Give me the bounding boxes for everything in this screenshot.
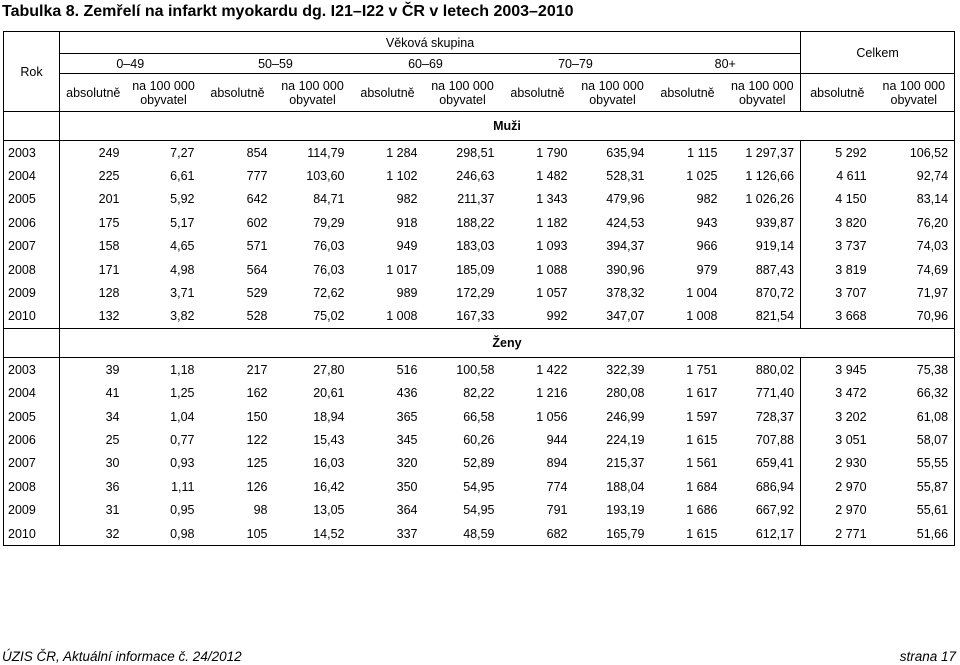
table-cell: 337	[396, 526, 418, 541]
table-cell: 989	[396, 286, 418, 301]
table-cell: 105	[246, 526, 268, 541]
table-cell: 100,58	[425, 358, 501, 382]
table-cell: 364	[396, 503, 418, 518]
table-cell: 6,61	[170, 169, 195, 184]
header-rate-line2: obyvatel	[738, 92, 786, 107]
table-cell: 71,97	[916, 286, 949, 301]
table-cell: 246,99	[606, 409, 645, 424]
table-cell: 217	[201, 358, 275, 382]
table-cell: 3 737	[801, 235, 874, 258]
table-cell: 7,27	[127, 141, 201, 165]
table-row	[4, 211, 955, 234]
table-row	[4, 141, 955, 165]
table-cell: 36	[60, 475, 127, 498]
table-cell: 185,09	[456, 262, 495, 277]
table-cell: 4 611	[801, 164, 874, 187]
table-cell: 1 025	[686, 169, 718, 184]
table-row	[4, 281, 955, 304]
table-cell: 949	[396, 239, 418, 254]
table-cell: 1 751	[651, 358, 725, 382]
table-cell: 854	[201, 141, 275, 165]
table-cell: 3,71	[170, 286, 195, 301]
table-cell: 70,96	[916, 309, 949, 324]
table-cell: 982	[696, 192, 718, 207]
table-cell: 55,61	[916, 503, 949, 518]
table-cell: 0,77	[170, 432, 195, 447]
table-cell: 54,95	[463, 503, 495, 518]
table-cell: 1 422	[501, 358, 575, 382]
table-cell: 158	[60, 235, 127, 258]
table-cell: 3 472	[801, 382, 874, 405]
table-cell: 390,96	[606, 262, 645, 277]
footer-page: strana 17	[899, 649, 956, 664]
table-row	[4, 475, 955, 498]
header-group-4: 80+	[651, 54, 801, 74]
header-absolute: absolutně	[801, 74, 874, 112]
table-cell: 707,88	[755, 432, 795, 447]
table-cell: 791	[546, 503, 568, 518]
table-cell: 249	[60, 141, 127, 165]
table-cell: 774	[546, 479, 568, 494]
row-year: 2003	[4, 358, 60, 382]
table-cell: 72,62	[313, 286, 345, 301]
table-cell: 345	[396, 432, 418, 447]
row-year: 2008	[8, 479, 36, 494]
table-cell: 394,37	[606, 239, 645, 254]
table-cell: 2 771	[801, 522, 874, 546]
table-cell: 1 026,26	[745, 192, 795, 207]
table-cell: 75,38	[874, 358, 955, 382]
footer-source: ÚZIS ČR, Aktuální informace č. 24/2012	[2, 649, 242, 664]
table-cell: 215,37	[606, 456, 645, 471]
table-cell: 3 820	[801, 211, 874, 234]
table-cell: 728,37	[755, 409, 795, 424]
row-year: 2003	[4, 141, 60, 165]
table-title: Tabulka 8. Zemřelí na infarkt myokardu dg. I21–I22 v ČR v letech 2003–2010	[2, 3, 574, 20]
header-rate-line2: obyvatel	[140, 92, 187, 107]
table-cell: 132	[60, 305, 127, 329]
row-year: 2006	[8, 215, 36, 230]
table-cell: 1 057	[536, 286, 568, 301]
table-cell: 528,31	[606, 169, 645, 184]
table-cell: 66,58	[463, 409, 495, 424]
table-row	[4, 498, 955, 521]
table-cell: 918	[396, 215, 418, 230]
table-cell: 211,37	[457, 192, 495, 207]
table-cell: 944	[546, 432, 568, 447]
table-cell: 1 284	[351, 141, 425, 165]
table-cell: 894	[546, 456, 568, 471]
table-cell: 162	[246, 386, 268, 401]
header-rate-line1: na 100 000	[281, 78, 344, 93]
table-cell: 2 930	[801, 452, 874, 475]
table-row	[4, 305, 955, 329]
table-cell: 1 686	[686, 503, 718, 518]
table-cell: 528	[246, 309, 268, 324]
table-row	[4, 405, 955, 428]
table-cell: 84,71	[313, 192, 345, 207]
row-year: 2007	[8, 239, 36, 254]
section-year-blank	[4, 112, 60, 141]
table-cell: 939,87	[755, 215, 795, 230]
table-cell: 32	[60, 522, 127, 546]
table-cell: 15,43	[313, 432, 345, 447]
table-cell: 5 292	[801, 141, 874, 165]
header-group-1: 50–59	[201, 54, 351, 74]
table-cell: 887,43	[755, 262, 795, 277]
table-cell: 280,08	[606, 386, 645, 401]
table-cell: 106,52	[874, 141, 955, 165]
row-year: 2007	[8, 456, 36, 471]
table-cell: 1 088	[536, 262, 568, 277]
table-cell: 4,98	[170, 262, 195, 277]
header-rate-line1: na 100 000	[581, 78, 644, 93]
table-cell: 667,92	[755, 503, 795, 518]
table-cell: 1,11	[171, 479, 195, 494]
table-cell: 1 008	[686, 309, 718, 324]
table-cell: 564	[246, 262, 268, 277]
section-label: Ženy	[60, 329, 955, 358]
table-cell: 165,79	[606, 526, 645, 541]
table-cell: 1 008	[386, 309, 418, 324]
header-age-group: Věková skupina	[60, 32, 801, 54]
table-cell: 55,55	[916, 456, 949, 471]
table-cell: 424,53	[606, 215, 645, 230]
table-cell: 1 597	[686, 409, 718, 424]
table-cell: 4 150	[801, 188, 874, 211]
table-cell: 1 017	[386, 262, 418, 277]
table-cell: 79,29	[313, 215, 345, 230]
header-rate-line2: obyvatel	[439, 92, 486, 107]
section-year-blank	[4, 329, 60, 358]
table-cell: 1 004	[686, 286, 718, 301]
table-cell: 2 970	[801, 475, 874, 498]
table-cell: 225	[60, 164, 127, 187]
table-cell: 92,74	[916, 169, 949, 184]
header-rate	[127, 74, 201, 112]
table-cell: 1 126,66	[745, 169, 795, 184]
table-cell: 34	[60, 405, 127, 428]
table-cell: 516	[351, 358, 425, 382]
table-cell: 635,94	[575, 141, 651, 165]
table-cell: 16,03	[313, 456, 345, 471]
table-cell: 76,03	[313, 239, 345, 254]
table-cell: 436	[396, 386, 418, 401]
table-cell: 126	[246, 479, 268, 494]
header-rate	[425, 74, 501, 112]
table-cell: 18,94	[313, 409, 345, 424]
table-cell: 224,19	[606, 432, 645, 447]
table-cell: 3 668	[801, 305, 874, 329]
header-rate-line1: na 100 000	[882, 78, 946, 93]
table-row	[4, 188, 955, 211]
table-cell: 1 093	[536, 239, 568, 254]
table-cell: 602	[246, 215, 268, 230]
table-cell: 41	[60, 382, 127, 405]
row-year: 2006	[8, 432, 36, 447]
header-rate	[575, 74, 651, 112]
table-row	[4, 522, 955, 546]
table-cell: 172,29	[456, 286, 495, 301]
table-cell: 365	[396, 409, 418, 424]
table-cell: 74,03	[916, 239, 949, 254]
table-cell: 979	[696, 262, 718, 277]
table-cell: 943	[696, 215, 718, 230]
table-cell: 378,32	[606, 286, 645, 301]
header-rate	[275, 74, 351, 112]
table-cell: 167,33	[456, 309, 495, 324]
table-cell: 125	[246, 456, 268, 471]
table-cell: 31	[60, 498, 127, 521]
table-row	[4, 382, 955, 405]
table-cell: 5,17	[170, 215, 195, 230]
table-cell: 25	[60, 428, 127, 451]
table-cell: 1 615	[686, 526, 718, 541]
table-cell: 682	[546, 526, 568, 541]
table-cell: 183,03	[456, 239, 495, 254]
header-rate	[725, 74, 801, 112]
header-group-3: 70–79	[501, 54, 651, 74]
table-cell: 2 970	[801, 498, 874, 521]
table-cell: 3 819	[801, 258, 874, 281]
table-cell: 175	[60, 211, 127, 234]
table-cell: 83,14	[916, 192, 949, 207]
table-cell: 982	[396, 192, 418, 207]
table-cell: 870,72	[755, 286, 795, 301]
header-rate-line2: obyvatel	[289, 92, 336, 107]
table-cell: 74,69	[916, 262, 949, 277]
header-rate-line1: na 100 000	[730, 78, 794, 93]
table-cell: 76,20	[916, 215, 949, 230]
table-cell: 27,80	[275, 358, 351, 382]
table-cell: 103,60	[306, 169, 345, 184]
table-cell: 5,92	[170, 192, 195, 207]
table-cell: 246,63	[456, 169, 495, 184]
table-row	[4, 235, 955, 258]
header-absolute: absolutně	[651, 74, 725, 112]
table-cell: 60,26	[463, 432, 495, 447]
table-cell: 54,95	[463, 479, 495, 494]
table-cell: 347,07	[606, 309, 645, 324]
header-rate-line2: obyvatel	[890, 92, 938, 107]
header-absolute: absolutně	[60, 74, 127, 112]
table-cell: 52,89	[463, 456, 495, 471]
table-cell: 193,19	[606, 503, 645, 518]
table-cell: 82,22	[463, 386, 495, 401]
table-cell: 571	[246, 239, 268, 254]
table-cell: 48,59	[463, 526, 495, 541]
header-absolute: absolutně	[501, 74, 575, 112]
table-cell: 350	[396, 479, 418, 494]
table-cell: 1,25	[170, 386, 195, 401]
table-cell: 0,95	[170, 503, 195, 518]
section-label: Muži	[60, 112, 955, 141]
header-group-2: 60–69	[351, 54, 501, 74]
data-table	[3, 31, 955, 546]
table-cell: 642	[246, 192, 268, 207]
table-cell: 1 790	[501, 141, 575, 165]
table-cell: 188,04	[606, 479, 645, 494]
table-cell: 1 102	[386, 169, 418, 184]
table-cell: 821,54	[755, 309, 795, 324]
table-cell: 1 561	[686, 456, 718, 471]
row-year: 2005	[8, 409, 36, 424]
table-cell: 188,22	[456, 215, 495, 230]
table-cell: 13,05	[313, 503, 345, 518]
table-cell: 966	[696, 239, 718, 254]
table-cell: 612,17	[755, 526, 795, 541]
row-year: 2009	[8, 503, 36, 518]
row-year: 2004	[8, 386, 36, 401]
header-absolute: absolutně	[351, 74, 425, 112]
table-cell: 686,94	[755, 479, 795, 494]
table-cell: 114,79	[275, 141, 351, 165]
header-group-0: 0–49	[60, 54, 201, 74]
table-cell: 150	[246, 409, 268, 424]
table-cell: 55,87	[916, 479, 949, 494]
table-cell: 1 482	[536, 169, 568, 184]
table-cell: 30	[60, 452, 127, 475]
table-cell: 51,66	[916, 526, 949, 541]
table-cell: 1 182	[536, 215, 568, 230]
table-row	[4, 428, 955, 451]
table-cell: 3 945	[801, 358, 874, 382]
table-cell: 122	[246, 432, 268, 447]
table-cell: 3 202	[801, 405, 874, 428]
table-row	[4, 164, 955, 187]
table-cell: 3 051	[801, 428, 874, 451]
table-cell: 14,52	[313, 526, 345, 541]
table-cell: 771,40	[755, 386, 795, 401]
table-cell: 75,02	[313, 309, 345, 324]
table-cell: 20,61	[313, 386, 345, 401]
table-cell: 1 615	[686, 432, 718, 447]
table-cell: 1 617	[686, 386, 718, 401]
header-rate	[874, 74, 955, 112]
table-cell: 659,41	[755, 456, 795, 471]
table-cell: 1 297,37	[725, 141, 801, 165]
table-cell: 39	[60, 358, 127, 382]
table-cell: 880,02	[725, 358, 801, 382]
row-year: 2010	[8, 309, 36, 324]
row-year: 2005	[8, 192, 36, 207]
row-year: 2009	[8, 286, 36, 301]
table-cell: 1 216	[536, 386, 568, 401]
table-cell: 4,65	[170, 239, 195, 254]
table-cell: 1 343	[536, 192, 568, 207]
header-rate-line2: obyvatel	[589, 92, 636, 107]
table-cell: 529	[246, 286, 268, 301]
header-rate-line1: na 100 000	[132, 78, 195, 93]
table-row	[4, 452, 955, 475]
table-cell: 171	[60, 258, 127, 281]
table-cell: 0,93	[170, 456, 195, 471]
table-cell: 66,32	[916, 386, 949, 401]
header-rok: Rok	[20, 64, 43, 79]
table-cell: 16,42	[313, 479, 345, 494]
table-cell: 479,96	[606, 192, 645, 207]
header-absolute: absolutně	[201, 74, 275, 112]
row-year: 2004	[8, 169, 36, 184]
table-cell: 777	[246, 169, 268, 184]
table-cell: 3,82	[170, 309, 195, 324]
table-row	[4, 258, 955, 281]
table-cell: 322,39	[575, 358, 651, 382]
table-cell: 201	[60, 188, 127, 211]
table-cell: 1,18	[127, 358, 201, 382]
table-cell: 1 115	[651, 141, 725, 165]
table-cell: 919,14	[755, 239, 795, 254]
table-row	[4, 358, 955, 382]
table-cell: 0,98	[170, 526, 195, 541]
table-cell: 298,51	[425, 141, 501, 165]
table-cell: 992	[546, 309, 568, 324]
table-cell: 3 707	[801, 281, 874, 304]
table-cell: 98	[253, 503, 268, 518]
table-cell: 1,04	[170, 409, 195, 424]
table-cell: 76,03	[313, 262, 345, 277]
table-cell: 128	[60, 281, 127, 304]
table-cell: 1 056	[536, 409, 568, 424]
header-total: Celkem	[801, 32, 955, 74]
table-cell: 58,07	[916, 432, 949, 447]
header-rate-line1: na 100 000	[431, 78, 494, 93]
table-cell: 1 684	[686, 479, 718, 494]
row-year: 2008	[8, 262, 36, 277]
table-cell: 61,08	[916, 409, 949, 424]
row-year: 2010	[8, 526, 36, 541]
table-cell: 320	[396, 456, 418, 471]
